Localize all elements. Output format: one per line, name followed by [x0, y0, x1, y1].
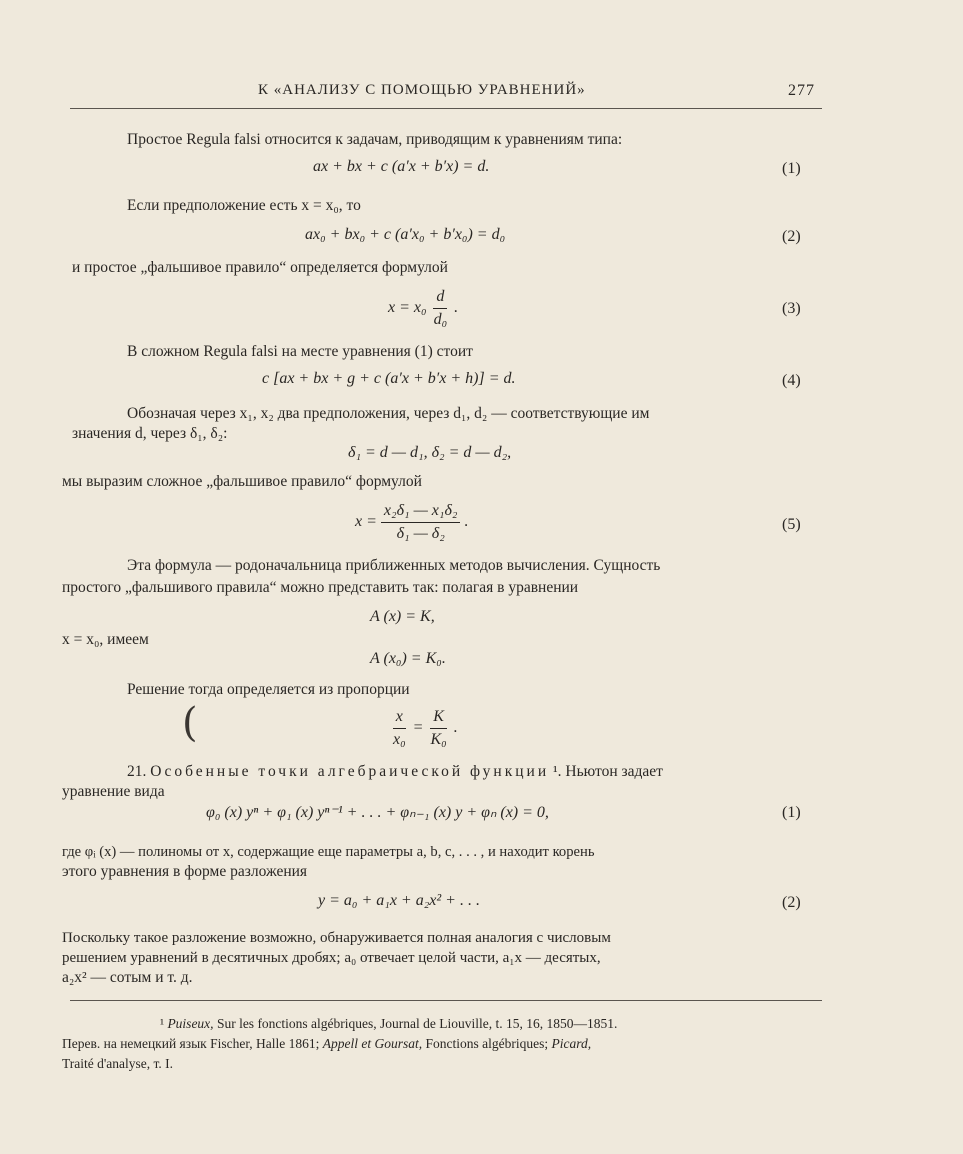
section-title: Особенные точки алгебраической функции: [150, 763, 550, 780]
equation-A: A (x) = K,: [370, 608, 435, 625]
running-title: К «АНАЛИЗУ С ПОМОЩЬЮ УРАВНЕНИЙ»: [258, 82, 586, 98]
header-rule: [70, 108, 822, 109]
equation-2-number: (2): [782, 228, 801, 245]
running-header: [0, 82, 963, 106]
proportion-equals: =: [412, 719, 424, 737]
equation-21-1-number: (1): [782, 804, 801, 821]
footnote-author-1: Puiseux,: [167, 1016, 214, 1031]
section-21-heading: [127, 762, 663, 782]
footnote-marker: ¹: [160, 1016, 168, 1031]
equation-1-number: (1): [782, 160, 801, 177]
proportion-left-denominator: x₀: [393, 731, 406, 748]
equation-3-number: (3): [782, 300, 801, 317]
equation-3-fraction: [431, 288, 451, 329]
paragraph-9: Решение тогда определяется из пропорции: [127, 681, 410, 698]
equation-1: ax + bx + c (a′x + b′x) = d.: [313, 158, 490, 175]
paragraph-3: и простое „фальшивое правило“ определяется формулой: [72, 259, 448, 276]
equation-A0: A (x₀) = K₀.: [370, 650, 446, 667]
equation-5: [355, 502, 468, 543]
footnote-line-1: [160, 1014, 617, 1034]
equation-5-tail: .: [464, 513, 469, 531]
equation-5-number: (5): [782, 516, 801, 533]
equation-deltas: δ₁ = d — d₁, δ₂ = d — d₂,: [348, 444, 512, 461]
equation-21-2-number: (2): [782, 894, 801, 911]
equation-2: ax₀ + bx₀ + c (a′x₀ + b′x₀) = d₀: [305, 226, 506, 243]
proportion-left-numerator: x: [393, 708, 406, 729]
equation-4-number: (4): [782, 372, 801, 389]
paragraph-6: мы выразим сложное „фальшивое правило“ формулой: [62, 473, 422, 490]
paragraph-10-line-2: этого уравнения в форме разложения: [62, 863, 308, 880]
proportion-tail: .: [453, 719, 458, 737]
paragraph-5-line-2: значения d, через δ₁, δ₂:: [72, 425, 228, 442]
footnote-text-1: Sur les fonctions algébriques, Journal de Liouville, t. 15, 16, 1850—1851.: [213, 1016, 618, 1031]
paragraph-10-line-1: где φᵢ (x) — полиномы от x, содержащие еще параметры a, b, c, . . . , и находит корень: [62, 844, 595, 860]
equation-3-numerator: d: [433, 288, 447, 309]
paragraph-1: Простое Regula falsi относится к задачам, приводящим к уравнениям типа:: [127, 131, 623, 148]
equation-5-denominator: δ₁ — δ₂: [396, 525, 445, 542]
footnote-text-2b: Fonctions algébriques;: [422, 1036, 552, 1051]
paragraph-11-line-2: решением уравнений в десятичных дробях; a₀ отвечает целой части, a₁x — десятых,: [62, 950, 601, 966]
footnote-text-2a: Перев. на немецкий язык Fischer, Halle 1861;: [62, 1036, 323, 1051]
paragraph-2: Если предположение есть x = x₀, то: [127, 197, 361, 214]
paragraph-5-line-1: Обозначая через x₁, x₂ два предположения, через d₁, d₂ — соответствующие им: [127, 405, 650, 422]
footnote-author-2: Appell et Goursat,: [322, 1036, 423, 1051]
equation-3-denominator: d₀: [433, 311, 448, 328]
footnote-rule: [70, 1000, 822, 1001]
proportion: [390, 708, 458, 749]
equation-5-lhs: x =: [355, 513, 377, 531]
paragraph-7-line-2: простого „фальшивого правила“ можно представить так: полагая в уравнении: [62, 579, 579, 596]
paragraph-11-line-3: a₂x² — сотым и т. д.: [62, 969, 193, 986]
section-21-line-2: уравнение вида: [62, 783, 165, 800]
equation-3-lhs: x = x₀: [388, 299, 427, 317]
equation-21-2: y = a₀ + a₁x + a₂x² + . . .: [318, 892, 480, 909]
equation-21-1: φ₀ (x) yⁿ + φ₁ (x) yⁿ⁻¹ + . . . + φₙ₋₁ (x) y + φₙ (x) = 0,: [206, 804, 549, 821]
footnote-line-2: [62, 1034, 591, 1054]
proportion-right-numerator: K: [430, 708, 447, 729]
footnote-author-3: Picard,: [551, 1036, 592, 1051]
paragraph-7-line-1: Эта формула — родоначальница приближенных методов вычисления. Сущность: [127, 557, 661, 574]
paragraph-8: x = x₀, имеем: [62, 631, 149, 648]
page-number: 277: [788, 82, 815, 99]
paragraph-11-line-1: Поскольку такое разложение возможно, обнаруживается полная аналогия с числовым: [62, 930, 611, 946]
proportion-right-denominator: K₀: [430, 731, 447, 748]
section-title-rest: ¹. Ньютон задает: [553, 763, 663, 780]
section-number: 21.: [127, 763, 147, 780]
equation-4: c [ax + bx + g + c (a′x + b′x + h)] = d.: [262, 370, 516, 387]
footnote-line-3: Traité d'analyse, т. I.: [62, 1056, 174, 1071]
paragraph-4: В сложном Regula falsi на месте уравнения (1) стоит: [127, 343, 473, 360]
equation-5-numerator: x₂δ₁ — x₁δ₂: [381, 502, 461, 523]
proportion-left: [390, 708, 409, 749]
equation-5-fraction: [381, 502, 461, 543]
proportion-right: [427, 708, 449, 749]
margin-mark: (: [182, 700, 198, 746]
equation-3: [388, 288, 458, 329]
equation-3-tail: .: [454, 299, 459, 317]
